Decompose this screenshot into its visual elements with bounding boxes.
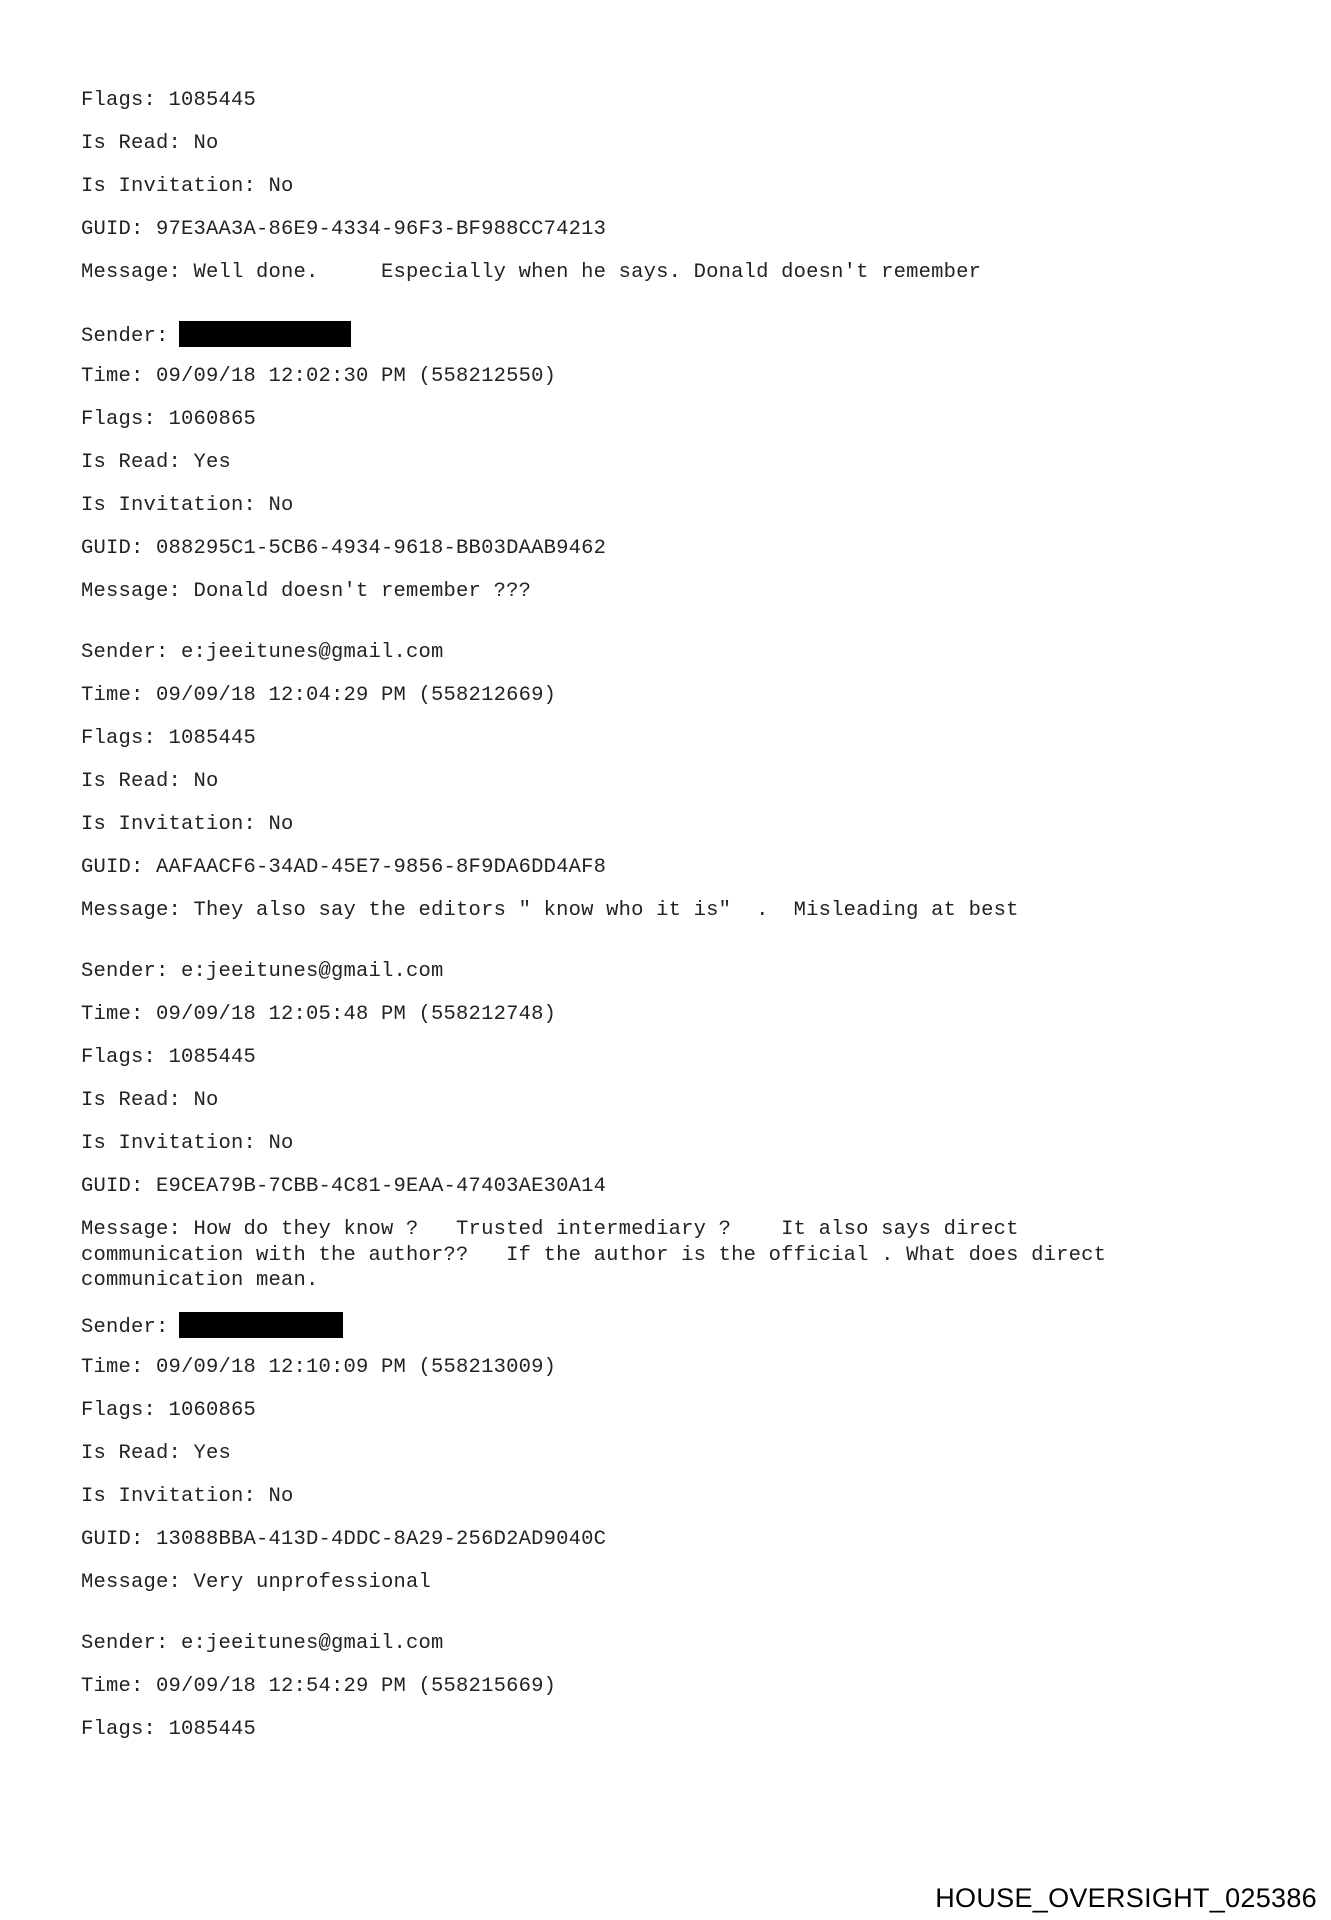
guid-line: GUID: 97E3AA3A-86E9-4334-96F3-BF988CC74213	[81, 218, 607, 241]
sender-line	[81, 321, 1281, 364]
sender-label: Sender:	[81, 325, 169, 348]
sender-line: Sender: e:jeeitunes@gmail.com	[81, 960, 444, 983]
sender-line: Sender: e:jeeitunes@gmail.com	[81, 641, 444, 664]
is-read-line: Is Read: Yes	[81, 451, 232, 474]
sender-line: Sender: e:jeeitunes@gmail.com	[81, 1631, 444, 1655]
flags-line: Flags: 1085445	[81, 727, 257, 750]
redaction-box	[179, 321, 351, 347]
is-invitation-line: Is Invitation: No	[81, 494, 294, 517]
flags-line: Flags: 1085445	[81, 1046, 257, 1069]
message-record	[81, 1631, 1281, 1760]
message-line: Message: Donald doesn't remember ???	[81, 580, 532, 603]
guid-line: GUID: 13088BBA-413D-4DDC-8A29-256D2AD9040C	[81, 1527, 607, 1551]
message-record	[81, 88, 1281, 303]
flags-line: Flags: 1060865	[81, 408, 257, 431]
message-record	[81, 640, 1281, 941]
is-read-line: Is Read: No	[81, 132, 219, 155]
time-line: Time: 09/09/18 12:10:09 PM (558213009)	[81, 1355, 557, 1379]
message-record	[81, 1312, 1281, 1613]
guid-line: GUID: 088295C1-5CB6-4934-9618-BB03DAAB9462	[81, 537, 607, 560]
is-read-line: Is Read: No	[81, 1089, 219, 1112]
is-read-line: Is Read: No	[81, 770, 219, 793]
message-line: Message: Very unprofessional	[81, 1570, 432, 1594]
time-line: Time: 09/09/18 12:54:29 PM (558215669)	[81, 1674, 557, 1698]
message-line: Message: They also say the editors " know who it is" . Misleading at best	[81, 899, 1019, 922]
message-record	[81, 959, 1281, 1294]
message-record	[81, 321, 1281, 622]
is-invitation-line: Is Invitation: No	[81, 175, 294, 198]
flags-line: Flags: 1085445	[81, 89, 257, 112]
guid-line: GUID: E9CEA79B-7CBB-4C81-9EAA-47403AE30A14	[81, 1175, 607, 1198]
sender-line	[81, 1312, 1281, 1355]
sender-label: Sender:	[81, 1315, 169, 1339]
message-line: Message: How do they know ? Trusted intermediary ? It also says direct communication with the author?? If the author is the official . What does direct communication mean.	[81, 1218, 1107, 1292]
message-log	[81, 88, 1281, 1760]
time-line: Time: 09/09/18 12:04:29 PM (558212669)	[81, 684, 557, 707]
flags-line: Flags: 1060865	[81, 1398, 257, 1422]
flags-line: Flags: 1085445	[81, 1717, 257, 1741]
guid-line: GUID: AAFAACF6-34AD-45E7-9856-8F9DA6DD4AF8	[81, 856, 607, 879]
is-read-line: Is Read: Yes	[81, 1441, 232, 1465]
time-line: Time: 09/09/18 12:05:48 PM (558212748)	[81, 1003, 557, 1026]
is-invitation-line: Is Invitation: No	[81, 813, 294, 836]
bates-number: HOUSE_OVERSIGHT_025386	[935, 1883, 1317, 1913]
is-invitation-line: Is Invitation: No	[81, 1132, 294, 1155]
message-line: Message: Well done. Especially when he says. Donald doesn't remember	[81, 261, 982, 284]
redaction-box	[179, 1312, 343, 1338]
time-line: Time: 09/09/18 12:02:30 PM (558212550)	[81, 365, 557, 388]
is-invitation-line: Is Invitation: No	[81, 1484, 294, 1508]
